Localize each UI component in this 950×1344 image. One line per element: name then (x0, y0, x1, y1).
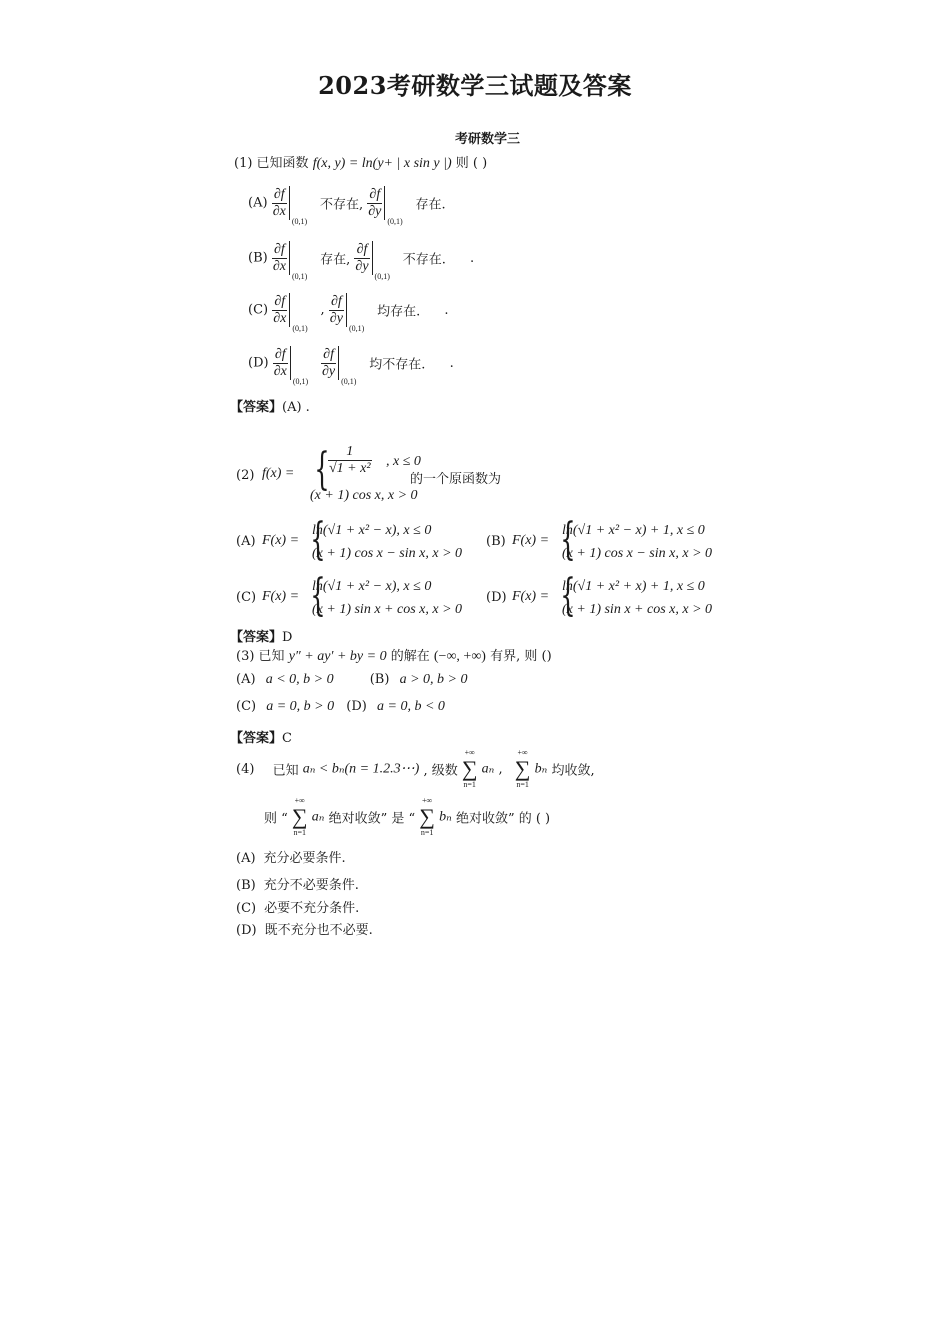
option-text: 不存在, (319, 197, 364, 213)
evaluation-bar: (0,1) (289, 241, 316, 275)
q2-option-d (486, 570, 713, 622)
evaluation-bar: (0,1) (346, 293, 373, 327)
q2-option-b (486, 514, 713, 566)
option-label: (C) (236, 699, 257, 714)
answer-tag: 【答案】 (230, 400, 283, 415)
answer-tag: 【答案】 (230, 731, 283, 746)
option-label: (B) (369, 672, 390, 687)
option-text: 均不存在. (369, 357, 426, 373)
q3-options-row1 (236, 672, 467, 688)
q1-option-c (248, 293, 449, 333)
case1-expression: ln(√1 + x² + x) + 1, x ≤ 0 (562, 579, 705, 594)
partial-derivative-x: $\frac{\partial f}{\partial x}$ (273, 293, 287, 326)
option-fx: F(x) = (512, 533, 550, 548)
option-text: 充分不必要条件. (263, 878, 359, 893)
evaluation-bar: (0,1) (338, 346, 365, 380)
case1-fraction: $\frac{1}{\text{√1 + x²}}$ (329, 444, 371, 476)
evaluation-bar: (0,1) (290, 346, 317, 380)
q2-option-c (236, 570, 463, 622)
option-label: (B) (486, 534, 506, 549)
option-label: (A) (236, 672, 256, 687)
evaluation-bar: (0,1) (372, 241, 399, 275)
option-fx: F(x) = (262, 589, 300, 604)
option-text: 存在, (320, 252, 351, 268)
option-label: (D) (248, 355, 269, 371)
partial-derivative-y: $\frac{\partial f}{\partial y}$ (355, 241, 369, 274)
option-label: (A) (236, 534, 256, 549)
evaluation-bar: (0,1) (289, 186, 316, 220)
q3-answer (230, 727, 292, 746)
option-text: 既不充分也不必要. (264, 923, 373, 938)
option-label: (D) (346, 699, 367, 714)
option-text: 不存在. (402, 252, 446, 268)
q1-stem-math: f(x, y) = ln(y+ | x sin y |) (312, 156, 452, 171)
question-number: (4) (236, 761, 255, 777)
q2-stem-suffix: 的一个原函数为 (410, 472, 502, 487)
q3-stem-mid: 的解在 (390, 649, 430, 664)
q1-stem-prefix: (1) 已知函数 (234, 156, 309, 171)
q3-stem-suffix: 有界, 则 () (490, 649, 552, 664)
q4-option-b (236, 874, 359, 893)
q3-stem-math: y″ + ay′ + by = 0 (288, 649, 387, 664)
q4-option-d (236, 919, 373, 938)
case2-expression: (x + 1) cos x − sin x, x > 0 (562, 546, 713, 561)
trailing-dot: . (469, 250, 475, 266)
q4-stem-line2 (264, 796, 550, 838)
option-text: 充分必要条件. (263, 851, 346, 866)
question-number: (2) (236, 468, 255, 483)
q3-options-row2 (236, 699, 445, 715)
option-d-math: a = 0, b < 0 (377, 699, 445, 714)
q4-stem-text: 均收敛, (551, 763, 595, 779)
case1-expression: ln(√1 + x² − x), x ≤ 0 (312, 579, 432, 594)
case2-expression: (x + 1) sin x + cos x, x > 0 (312, 602, 463, 617)
option-label: (A) (236, 851, 256, 866)
case2-expression: (x + 1) cos x, x > 0 (310, 488, 418, 503)
q4-stem-text: 已知 (272, 763, 299, 779)
q1-stem-suffix: 则 ( ) (455, 156, 488, 171)
q4-stem-text: 则 “ (264, 811, 288, 827)
case2-expression: (x + 1) sin x + cos x, x > 0 (562, 602, 713, 617)
series-term-a: aₙ (481, 761, 495, 777)
separator: , (498, 761, 503, 777)
q1-option-a (248, 186, 446, 226)
q1-option-b (248, 241, 475, 281)
q3-interval: (−∞, +∞) (433, 649, 486, 664)
piecewise-brace: { (310, 570, 326, 621)
option-label: (A) (248, 195, 268, 211)
trailing-dot: . (444, 302, 449, 318)
option-text: 必要不充分条件. (264, 901, 360, 916)
q2-option-a (236, 514, 463, 566)
q2-answer (230, 626, 292, 645)
sigma-a: +∞ ∑ n=1 (291, 796, 308, 837)
partial-derivative-x: $\frac{\partial f}{\partial x}$ (272, 241, 286, 274)
series-term-a: aₙ (311, 809, 325, 825)
option-text: 均存在. (377, 304, 421, 320)
partial-derivative-x: $\frac{\partial f}{\partial x}$ (273, 346, 287, 379)
sigma-b: +∞ ∑ n=1 (514, 748, 531, 789)
option-fx: F(x) = (512, 589, 550, 604)
q4-stem-text: , 级数 (423, 763, 458, 779)
q4-option-a (236, 847, 346, 866)
q4-stem-text: 绝对收敛” 的 ( ) (455, 811, 551, 827)
piecewise-brace: { (560, 514, 576, 565)
case1-condition: , x ≤ 0 (386, 454, 421, 469)
answer-value: D (282, 630, 293, 645)
partial-derivative-x: $\frac{\partial f}{\partial x}$ (272, 186, 286, 219)
q3-stem-prefix: (3) 已知 (236, 649, 285, 664)
sigma-b: +∞ ∑ n=1 (419, 796, 435, 837)
q1-option-d (248, 346, 454, 386)
piecewise-brace: { (560, 570, 576, 621)
answer-value: (A) . (282, 400, 310, 415)
evaluation-bar: (0,1) (289, 293, 316, 327)
piecewise-brace: { (310, 514, 326, 565)
sigma-a: +∞ ∑ n=1 (461, 748, 478, 789)
q1-stem (234, 152, 487, 172)
section-title: 考研数学三 (454, 132, 520, 147)
answer-value: C (282, 731, 292, 746)
case1-expression: ln(√1 + x² − x) + 1, x ≤ 0 (562, 523, 705, 538)
case2-expression: (x + 1) cos x − sin x, x > 0 (312, 546, 463, 561)
piecewise-brace: { (314, 444, 330, 495)
partial-derivative-y: $\frac{\partial f}{\partial y}$ (329, 293, 343, 326)
series-term-b: bₙ (439, 809, 452, 825)
option-label: (D) (236, 923, 257, 938)
option-label: (D) (486, 590, 507, 605)
case1-expression: ln(√1 + x² − x), x ≤ 0 (312, 523, 432, 538)
trailing-dot: . (449, 355, 454, 371)
q1-answer (230, 396, 310, 415)
function-name: f(x) = (262, 466, 295, 481)
option-fx: F(x) = (262, 533, 300, 548)
partial-derivative-y: $\frac{\partial f}{\partial y}$ (322, 346, 336, 379)
option-label: (C) (236, 901, 257, 916)
partial-derivative-y: $\frac{\partial f}{\partial y}$ (368, 186, 382, 219)
answer-tag: 【答案】 (230, 630, 283, 645)
option-c-math: a = 0, b > 0 (266, 699, 335, 714)
q4-condition-math: aₙ < bₙ(n = 1.2.3⋯) (302, 761, 420, 777)
option-b-math: a > 0, b > 0 (399, 672, 468, 687)
evaluation-bar: (0,1) (384, 186, 411, 220)
option-text: 存在. (415, 197, 446, 213)
option-label: (B) (248, 250, 268, 266)
q4-stem-line1 (236, 748, 595, 790)
document-title: 2023考研数学三试题及答案 (318, 71, 632, 100)
q4-stem-text: 绝对收敛” 是 “ (328, 811, 416, 827)
option-a-math: a < 0, b > 0 (265, 672, 334, 687)
option-label: (C) (236, 590, 257, 605)
q3-stem (236, 645, 552, 665)
option-text: , (320, 302, 325, 318)
option-label: (C) (248, 302, 269, 318)
series-term-b: bₙ (534, 761, 548, 777)
q4-option-c (236, 897, 359, 916)
option-label: (B) (236, 878, 256, 893)
